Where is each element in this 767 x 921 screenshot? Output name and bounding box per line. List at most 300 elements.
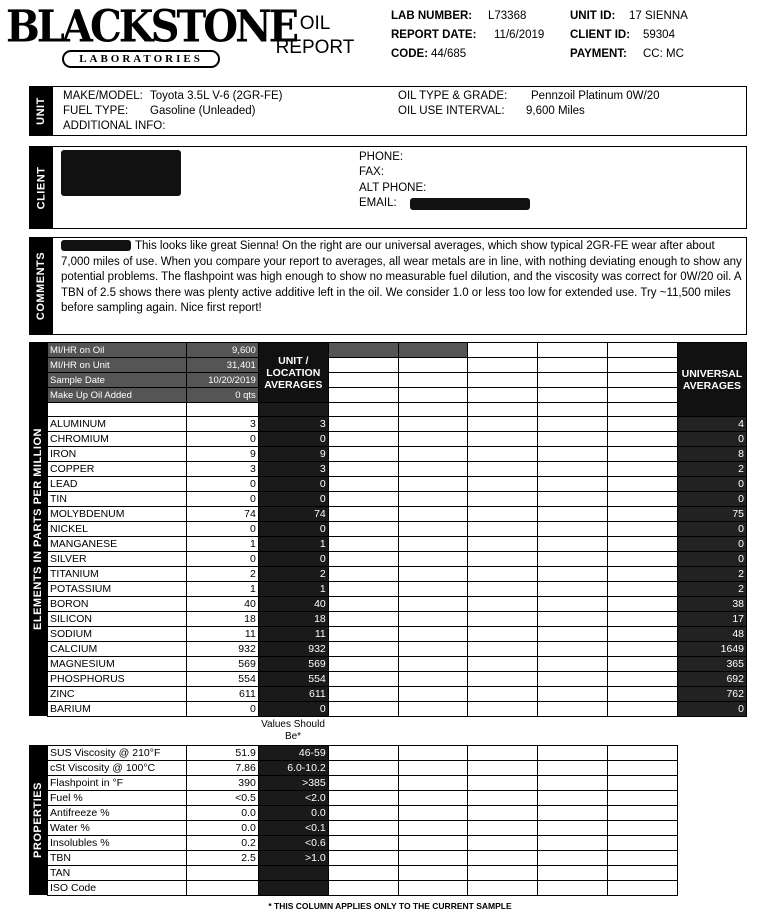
element-name: IRON [48,447,187,462]
spacer-cell [608,403,678,417]
spacer-cell [48,403,187,417]
element-value: 569 [186,657,258,672]
sample-info-empty-cell [468,388,538,403]
element-empty-cell [538,492,608,507]
element-row [48,687,747,702]
sample-info-label: MI/HR on Oil [48,343,187,358]
element-location-avg: 3 [258,462,328,477]
element-empty-cell [608,702,678,717]
sample-info-empty-cell [468,343,538,358]
element-empty-cell [608,492,678,507]
element-value: 0 [186,477,258,492]
property-empty-cell [538,851,608,866]
element-universal-avg: 0 [677,492,746,507]
element-row [48,702,747,717]
element-value: 1 [186,582,258,597]
property-empty-cell [398,761,468,776]
sample-info-row [48,373,747,388]
sample-info-value: 10/20/2019 [186,373,258,388]
element-name: MAGNESIUM [48,657,187,672]
element-empty-cell [468,672,538,687]
element-empty-cell [608,687,678,702]
element-empty-cell [608,417,678,432]
element-empty-cell [468,567,538,582]
sample-info-row [48,388,747,403]
property-empty-cell [468,791,538,806]
blackstone-logo [6,0,297,80]
element-value: 932 [186,642,258,657]
property-row [48,791,678,806]
element-name: MOLYBDENUM [48,507,187,522]
sample-info-empty-cell [608,358,678,373]
element-row [48,612,747,627]
element-empty-cell [608,462,678,477]
sample-info-empty-cell [538,373,608,388]
code-value: 44/685 [431,48,467,60]
property-empty-cell [608,761,678,776]
element-empty-cell [538,507,608,522]
element-universal-avg: 4 [677,417,746,432]
property-should-be: 46-59 [258,746,328,761]
fuel-type-label: FUEL TYPE: [63,105,129,117]
property-empty-cell [608,821,678,836]
element-location-avg: 1 [258,582,328,597]
element-value: 74 [186,507,258,522]
code-label: CODE: [391,48,429,60]
element-empty-cell [328,477,398,492]
spacer-cell [538,403,608,417]
property-empty-cell [538,836,608,851]
property-value [186,881,258,896]
element-empty-cell [468,447,538,462]
element-empty-cell [398,612,468,627]
client-id-label: CLIENT ID: [570,29,631,41]
property-empty-cell [538,761,608,776]
spacer-cell [398,403,468,417]
element-empty-cell [538,657,608,672]
element-location-avg: 74 [258,507,328,522]
element-empty-cell [468,627,538,642]
element-location-avg: 554 [258,672,328,687]
element-location-avg: 3 [258,417,328,432]
element-universal-avg: 365 [677,657,746,672]
redacted-client-name [61,150,181,196]
element-empty-cell [538,687,608,702]
property-value: 390 [186,776,258,791]
element-row [48,492,747,507]
spacer-cell [258,403,328,417]
element-empty-cell [608,447,678,462]
property-empty-cell [608,851,678,866]
make-model-label: MAKE/MODEL: [63,90,143,102]
property-should-be: 6.0-10.2 [258,761,328,776]
property-empty-cell [608,776,678,791]
element-row [48,522,747,537]
element-empty-cell [538,462,608,477]
property-empty-cell [328,746,398,761]
element-universal-avg: 2 [677,567,746,582]
property-empty-cell [538,806,608,821]
element-empty-cell [538,417,608,432]
property-name: ISO Code [48,881,187,896]
element-universal-avg: 48 [677,627,746,642]
element-name: BORON [48,597,187,612]
element-empty-cell [398,672,468,687]
property-should-be: >1.0 [258,851,328,866]
element-value: 554 [186,672,258,687]
element-empty-cell [608,582,678,597]
element-empty-cell [328,552,398,567]
redacted-email [410,198,530,210]
element-empty-cell [398,432,468,447]
element-empty-cell [608,552,678,567]
unit-id-label: UNIT ID: [570,10,616,22]
element-empty-cell [328,627,398,642]
sample-info-empty-cell [538,343,608,358]
element-location-avg: 0 [258,522,328,537]
element-empty-cell [398,582,468,597]
property-name: TBN [48,851,187,866]
element-universal-avg: 1649 [677,642,746,657]
element-row [48,552,747,567]
element-row [48,507,747,522]
property-value [186,866,258,881]
sample-info-value: 31,401 [186,358,258,373]
sample-info-empty-cell [398,343,468,358]
element-empty-cell [468,477,538,492]
elements-tab: ELEMENTS IN PARTS PER MILLION [29,342,47,716]
spacer-cell [186,403,258,417]
property-value: 2.5 [186,851,258,866]
element-universal-avg: 0 [677,552,746,567]
element-universal-avg: 2 [677,462,746,477]
element-location-avg: 0 [258,432,328,447]
element-empty-cell [538,447,608,462]
element-empty-cell [468,417,538,432]
element-empty-cell [398,597,468,612]
fuel-type-value: Gasoline (Unleaded) [150,105,256,117]
property-row [48,836,678,851]
lab-number-value: L73368 [488,10,527,22]
element-empty-cell [538,612,608,627]
element-name: MANGANESE [48,537,187,552]
property-row [48,866,678,881]
element-value: 0 [186,522,258,537]
property-value: 51.9 [186,746,258,761]
element-row [48,432,747,447]
element-empty-cell [468,462,538,477]
element-empty-cell [468,657,538,672]
element-name: POTASSIUM [48,582,187,597]
element-empty-cell [328,447,398,462]
sample-info-empty-cell [538,358,608,373]
element-empty-cell [398,462,468,477]
element-name: NICKEL [48,522,187,537]
element-name: LEAD [48,477,187,492]
property-row [48,821,678,836]
element-location-avg: 18 [258,612,328,627]
element-empty-cell [538,552,608,567]
element-empty-cell [398,522,468,537]
element-value: 3 [186,462,258,477]
element-empty-cell [538,597,608,612]
property-name: Fuel % [48,791,187,806]
element-value: 11 [186,627,258,642]
property-empty-cell [398,821,468,836]
properties-tab: PROPERTIES [29,745,47,895]
element-name: CALCIUM [48,642,187,657]
sample-info-label: Sample Date [48,373,187,388]
sample-info-value: 0 qts [186,388,258,403]
make-model-value: Toyota 3.5L V-6 (2GR-FE) [150,90,283,102]
element-name: SODIUM [48,627,187,642]
property-empty-cell [328,881,398,896]
element-row [48,627,747,642]
property-empty-cell [538,866,608,881]
element-location-avg: 0 [258,552,328,567]
element-empty-cell [468,537,538,552]
property-empty-cell [608,746,678,761]
element-universal-avg: 75 [677,507,746,522]
property-empty-cell [468,851,538,866]
element-empty-cell [398,702,468,717]
element-row [48,597,747,612]
element-universal-avg: 8 [677,447,746,462]
element-empty-cell [538,642,608,657]
element-empty-cell [328,417,398,432]
element-empty-cell [328,582,398,597]
logo-main-text: BLACKSTONE [6,0,297,53]
element-empty-cell [398,492,468,507]
element-empty-cell [398,657,468,672]
property-should-be: <2.0 [258,791,328,806]
element-empty-cell [608,432,678,447]
element-empty-cell [538,567,608,582]
property-empty-cell [468,761,538,776]
element-empty-cell [608,597,678,612]
element-location-avg: 2 [258,567,328,582]
element-empty-cell [328,462,398,477]
sample-info-empty-cell [328,373,398,388]
property-name: SUS Viscosity @ 210°F [48,746,187,761]
element-empty-cell [398,642,468,657]
property-should-be [258,866,328,881]
element-location-avg: 932 [258,642,328,657]
element-empty-cell [468,507,538,522]
property-empty-cell [608,881,678,896]
element-empty-cell [398,507,468,522]
element-universal-avg: 0 [677,522,746,537]
property-empty-cell [608,791,678,806]
report-title [270,12,360,60]
property-empty-cell [538,821,608,836]
element-row [48,642,747,657]
property-empty-cell [608,866,678,881]
property-should-be: <0.1 [258,821,328,836]
property-empty-cell [328,866,398,881]
property-row [48,881,678,896]
element-row [48,417,747,432]
element-empty-cell [608,642,678,657]
element-empty-cell [398,552,468,567]
client-tab: CLIENT [29,146,53,229]
property-empty-cell [398,836,468,851]
oil-type-value: Pennzoil Platinum 0W/20 [531,90,660,102]
sample-info-label: Make Up Oil Added [48,388,187,403]
element-empty-cell [538,702,608,717]
element-empty-cell [608,627,678,642]
client-id-value: 59304 [643,29,675,41]
element-name: BARIUM [48,702,187,717]
property-empty-cell [538,881,608,896]
element-empty-cell [608,612,678,627]
location-averages-header: UNIT / LOCATION AVERAGES [258,343,328,403]
element-universal-avg: 0 [677,432,746,447]
property-empty-cell [328,806,398,821]
property-empty-cell [398,776,468,791]
property-empty-cell [468,806,538,821]
element-value: 0 [186,702,258,717]
oil-use-value: 9,600 Miles [526,105,585,117]
property-should-be: >385 [258,776,328,791]
element-empty-cell [328,612,398,627]
report-date-value: 11/6/2019 [494,29,545,41]
element-empty-cell [328,507,398,522]
spacer-cell [468,403,538,417]
element-empty-cell [538,432,608,447]
property-value: <0.5 [186,791,258,806]
element-row [48,567,747,582]
oil-type-label: OIL TYPE & GRADE: [398,90,508,102]
element-empty-cell [328,642,398,657]
property-empty-cell [468,836,538,851]
element-empty-cell [538,582,608,597]
sample-info-row [48,358,747,373]
property-value: 0.0 [186,806,258,821]
property-empty-cell [468,821,538,836]
property-row [48,746,678,761]
property-value: 0.2 [186,836,258,851]
element-universal-avg: 0 [677,477,746,492]
element-row [48,672,747,687]
payment-value: CC: MC [643,48,684,60]
element-universal-avg: 762 [677,687,746,702]
sample-info-empty-cell [328,388,398,403]
property-row [48,851,678,866]
sample-info-value: 9,600 [186,343,258,358]
property-value: 7.86 [186,761,258,776]
element-universal-avg: 2 [677,582,746,597]
element-empty-cell [398,447,468,462]
email-label: EMAIL: [359,197,397,209]
property-row [48,806,678,821]
property-name: Flashpoint in °F [48,776,187,791]
elements-table [47,342,747,717]
property-empty-cell [468,866,538,881]
property-empty-cell [328,791,398,806]
property-should-be: <0.6 [258,836,328,851]
element-empty-cell [468,522,538,537]
lab-number-label: LAB NUMBER: [391,10,473,22]
property-empty-cell [328,761,398,776]
element-location-avg: 0 [258,702,328,717]
element-universal-avg: 692 [677,672,746,687]
element-row [48,657,747,672]
sample-info-empty-cell [468,358,538,373]
property-empty-cell [468,746,538,761]
element-empty-cell [328,492,398,507]
element-value: 9 [186,447,258,462]
oil-use-label: OIL USE INTERVAL: [398,105,505,117]
unit-id-value: 17 SIENNA [629,10,688,22]
sample-info-empty-cell [608,343,678,358]
logo-sub-text: LABORATORIES [62,50,220,68]
element-value: 0 [186,552,258,567]
property-should-be [258,881,328,896]
sample-info-empty-cell [538,388,608,403]
element-empty-cell [608,522,678,537]
sample-info-empty-cell [608,373,678,388]
sample-info-empty-cell [328,358,398,373]
element-name: TIN [48,492,187,507]
comments-tab: COMMENTS [29,237,53,335]
payment-label: PAYMENT: [570,48,627,60]
property-empty-cell [398,746,468,761]
element-empty-cell [328,537,398,552]
values-should-be-header: Values Should Be* [261,719,325,742]
property-should-be: 0.0 [258,806,328,821]
property-empty-cell [398,866,468,881]
fax-label: FAX: [359,166,384,178]
property-name: Antifreeze % [48,806,187,821]
element-location-avg: 611 [258,687,328,702]
element-empty-cell [328,657,398,672]
element-empty-cell [608,567,678,582]
property-empty-cell [608,836,678,851]
property-row [48,776,678,791]
universal-averages-header: UNIVERSAL AVERAGES [677,343,746,417]
property-empty-cell [468,881,538,896]
comments-text: This looks like great Sienna! On the right are our universal averages, which show typical 2GR-FE wear after about 7,000 miles of use. When you compare your report to averages, all wear metals are in line, with nothing deviating enough to show any potential problems. The flashpoint was high enough to show no measurable fuel dilution, and the viscosity was correct for 0W/20 oil. A TBN of 2.5 shows there was plenty active additive left in the oil. We consider 1.0 or less too low for extended use. Try ~11,500 miles before sampling again. Nice first report! [61,240,742,315]
property-empty-cell [328,836,398,851]
element-name: SILICON [48,612,187,627]
property-empty-cell [468,776,538,791]
element-empty-cell [468,597,538,612]
property-empty-cell [328,851,398,866]
sample-info-row [48,343,747,358]
property-empty-cell [398,881,468,896]
element-empty-cell [608,672,678,687]
spacer-row [48,403,747,417]
property-empty-cell [398,806,468,821]
element-location-avg: 9 [258,447,328,462]
sample-info-empty-cell [398,388,468,403]
element-empty-cell [398,567,468,582]
property-empty-cell [328,776,398,791]
element-empty-cell [328,522,398,537]
element-empty-cell [468,612,538,627]
element-empty-cell [398,417,468,432]
alt-phone-label: ALT PHONE: [359,182,427,194]
unit-tab: UNIT [29,86,53,136]
sample-info-label: MI/HR on Unit [48,358,187,373]
element-location-avg: 11 [258,627,328,642]
element-empty-cell [608,537,678,552]
element-empty-cell [328,432,398,447]
element-location-avg: 1 [258,537,328,552]
element-empty-cell [468,552,538,567]
element-name: COPPER [48,462,187,477]
